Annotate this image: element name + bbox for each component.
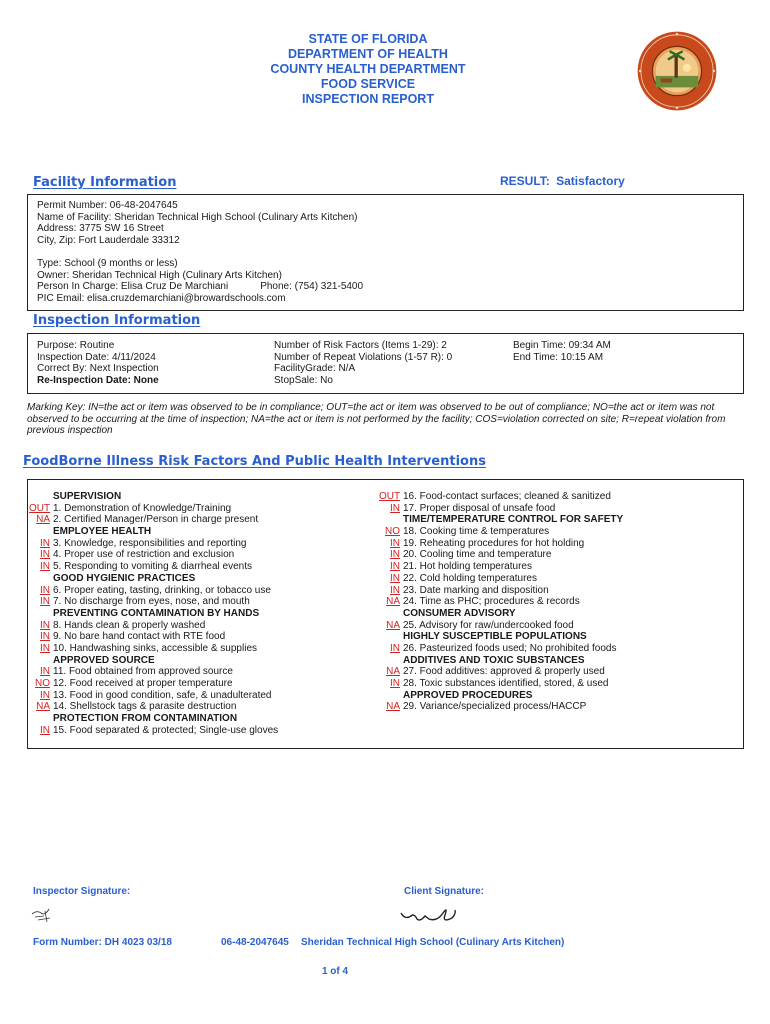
risk-factor-item	[29, 690, 278, 702]
inspection-date: Inspection Date: 4/11/2024	[37, 351, 156, 363]
risk-factor-item	[379, 585, 623, 597]
item-label: 11. Food obtained from approved source	[53, 666, 233, 678]
client-signature-label: Client Signature:	[404, 886, 485, 897]
item-label: 2. Certified Manager/Person in charge present	[53, 514, 259, 526]
compliance-status: IN	[390, 502, 400, 514]
inspector-signature-image	[30, 905, 54, 925]
category-label: HIGHLY SUSCEPTIBLE POPULATIONS	[403, 631, 587, 643]
compliance-status	[29, 608, 53, 620]
compliance-status: IN	[40, 596, 50, 608]
form-number: Form Number: DH 4023 03/18	[33, 937, 172, 948]
risk-factor-item	[379, 573, 623, 585]
compliance-status: IN	[40, 584, 50, 596]
header-line: FOOD SERVICE	[320, 77, 416, 91]
item-label: 27. Food additives: approved & properly used	[403, 666, 605, 678]
category-label: EMPLOYEE HEALTH	[53, 526, 152, 538]
category-label: SUPERVISION	[53, 491, 122, 502]
item-label: 18. Cooking time & temperatures	[403, 526, 550, 538]
category-label: TIME/TEMPERATURE CONTROL FOR SAFETY	[403, 514, 624, 526]
facility-phone: Phone: (754) 321-5400	[260, 281, 364, 293]
reinspection-date: Re-Inspection Date: None	[37, 375, 159, 387]
risk-factor-category	[29, 608, 278, 620]
facility-section-title: Facility Information	[33, 175, 177, 190]
risk-factor-item	[379, 596, 623, 608]
end-time: End Time: 10:15 AM	[513, 351, 604, 363]
compliance-status: NA	[386, 619, 400, 631]
person-in-charge: Person In Charge: Elisa Cruz De Marchiani	[37, 281, 229, 293]
inspection-info-box	[27, 333, 744, 394]
compliance-status: OUT	[29, 502, 51, 514]
facility-grade: FacilityGrade: N/A	[274, 363, 356, 375]
item-label: 28. Toxic substances identified, stored, & used	[403, 678, 609, 689]
compliance-status	[29, 526, 53, 538]
risk-factor-category	[379, 631, 623, 643]
inspector-signature-label: Inspector Signature:	[33, 886, 131, 897]
risk-factor-item	[29, 596, 278, 608]
item-label: 17. Proper disposal of unsafe food	[403, 502, 556, 514]
category-label: PROTECTION FROM CONTAMINATION	[53, 713, 238, 725]
inspection-result: RESULT: Satisfactory	[500, 174, 625, 188]
item-label: 1. Demonstration of Knowledge/Training	[53, 502, 232, 514]
compliance-status: IN	[40, 642, 50, 654]
facility-name: Name of Facility: Sheridan Technical High School (Culinary Arts Kitchen)	[37, 211, 358, 223]
header-line: STATE OF FLORIDA	[308, 32, 428, 46]
compliance-status	[29, 713, 53, 725]
person-in-charge-row	[37, 281, 734, 293]
permit-number: Permit Number: 06-48-2047645	[37, 200, 178, 211]
inspection-purpose: Purpose: Routine	[37, 340, 115, 351]
compliance-status	[379, 514, 403, 526]
risk-factor-item	[29, 643, 278, 655]
compliance-status: NA	[386, 596, 400, 608]
risk-factor-item	[379, 538, 623, 550]
item-label: 23. Date marking and disposition	[403, 584, 549, 596]
compliance-status	[29, 573, 53, 585]
risk-factor-category	[29, 573, 278, 585]
compliance-status: IN	[40, 561, 50, 573]
client-signature-image	[399, 903, 461, 925]
risk-factor-item	[379, 491, 623, 503]
compliance-status: IN	[40, 689, 50, 701]
compliance-status	[379, 631, 403, 643]
risk-factor-item	[29, 561, 278, 573]
category-label: APPROVED PROCEDURES	[403, 689, 533, 701]
item-label: 9. No bare hand contact with RTE food	[53, 631, 226, 643]
compliance-status: NO	[35, 678, 50, 689]
page-number: 1 of 4	[321, 966, 349, 977]
item-label: 4. Proper use of restriction and exclusion	[53, 549, 235, 561]
risk-factor-category	[29, 655, 278, 667]
compliance-status	[379, 608, 403, 620]
compliance-status: IN	[40, 537, 50, 549]
header-line: COUNTY HEALTH DEPARTMENT	[270, 62, 466, 76]
risk-factor-item	[379, 678, 623, 690]
risk-factor-item	[29, 725, 278, 737]
item-label: 26. Pasteurized foods used; No prohibited foods	[403, 642, 617, 654]
compliance-status: NA	[36, 701, 50, 713]
risk-factor-item	[29, 701, 278, 713]
compliance-status	[379, 690, 403, 702]
item-label: 20. Cooling time and temperature	[403, 549, 552, 561]
footer-facility-name: Sheridan Technical High School (Culinary Arts Kitchen)	[301, 937, 565, 948]
begin-time: Begin Time: 09:34 AM	[513, 340, 611, 351]
compliance-status	[29, 655, 53, 667]
item-label: 14. Shellstock tags & parasite destruction	[53, 701, 237, 713]
risk-factor-category	[29, 713, 278, 725]
compliance-status: NA	[386, 701, 400, 713]
item-label: 21. Hot holding temperatures	[403, 561, 532, 573]
compliance-status: IN	[40, 724, 50, 736]
risk-factors-section-title: FoodBorne Illness Risk Factors And Public Health Interventions	[23, 454, 486, 469]
compliance-status: NA	[386, 666, 400, 678]
pic-email: PIC Email: elisa.cruzdemarchiani@browardschools.com	[37, 292, 286, 304]
risk-factor-category	[29, 491, 278, 503]
category-label: GOOD HYGIENIC PRACTICES	[53, 572, 196, 584]
risk-factor-category	[379, 608, 623, 620]
item-label: 7. No discharge from eyes, nose, and mouth	[53, 596, 250, 608]
risk-factor-count: Number of Risk Factors (Items 1-29): 2	[274, 340, 447, 351]
risk-factors-right-column	[379, 491, 623, 713]
risk-factor-item	[29, 620, 278, 632]
category-label: CONSUMER ADVISORY	[403, 607, 516, 619]
risk-factor-item	[29, 538, 278, 550]
risk-factor-item	[379, 503, 623, 515]
compliance-status: IN	[390, 642, 400, 654]
item-label: 3. Knowledge, responsibilities and reporting	[53, 537, 247, 549]
compliance-status	[379, 655, 403, 667]
repeat-violation-count: Number of Repeat Violations (1-57 R): 0	[274, 351, 453, 363]
compliance-status: NO	[385, 526, 400, 538]
risk-factor-item	[379, 620, 623, 632]
risk-factor-item	[379, 561, 623, 573]
item-label: 16. Food-contact surfaces; cleaned & sanitized	[403, 491, 611, 502]
report-header	[0, 32, 736, 107]
header-line: DEPARTMENT OF HEALTH	[288, 47, 448, 61]
compliance-status: IN	[40, 631, 50, 643]
risk-factor-item	[29, 549, 278, 561]
facility-info-box	[27, 194, 744, 311]
risk-factor-item	[29, 585, 278, 597]
risk-factor-item	[379, 526, 623, 538]
risk-factor-item	[29, 631, 278, 643]
compliance-status: IN	[390, 537, 400, 549]
compliance-status: IN	[390, 549, 400, 561]
compliance-status: IN	[40, 666, 50, 678]
item-label: 12. Food received at proper temperature	[53, 678, 233, 689]
compliance-status: IN	[40, 549, 50, 561]
item-label: 29. Variance/specialized process/HACCP	[403, 701, 587, 713]
compliance-status	[29, 491, 53, 503]
risk-factor-item	[379, 549, 623, 561]
risk-factor-item	[29, 503, 278, 515]
compliance-status: NA	[36, 514, 50, 526]
correct-by: Correct By: Next Inspection	[37, 363, 159, 375]
item-label: 13. Food in good condition, safe, & unadulterated	[53, 689, 272, 701]
category-label: ADDITIVES AND TOXIC SUBSTANCES	[403, 654, 585, 666]
compliance-status: IN	[390, 572, 400, 584]
category-label: APPROVED SOURCE	[53, 654, 155, 666]
marking-key: Marking Key: IN=the act or item was observed to be in compliance; OUT=the act or item was observed to be out of compliance; NO=the act or item was not observed to be occurring at the time of inspection; NA=the act or item is not performed by the facility; COS=violation corrected on site; R=repeat violation from previous inspection	[27, 402, 726, 437]
risk-factor-category	[379, 514, 623, 526]
item-label: 10. Handwashing sinks, accessible & supplies	[53, 642, 257, 654]
compliance-status: IN	[390, 561, 400, 573]
compliance-status: IN	[40, 619, 50, 631]
stop-sale: StopSale: No	[274, 375, 333, 387]
risk-factors-box	[27, 479, 744, 749]
compliance-status: IN	[390, 584, 400, 596]
inspection-section-title: Inspection Information	[33, 313, 201, 328]
header-line: INSPECTION REPORT	[302, 92, 434, 106]
footer-permit-number: 06-48-2047645	[221, 937, 289, 948]
item-label: 25. Advisory for raw/undercooked food	[403, 619, 574, 631]
item-label: 15. Food separated & protected; Single-use gloves	[53, 724, 279, 736]
category-label: PREVENTING CONTAMINATION BY HANDS	[53, 607, 260, 619]
item-label: 6. Proper eating, tasting, drinking, or tobacco use	[53, 584, 271, 596]
risk-factor-category	[29, 526, 278, 538]
risk-factor-item	[379, 643, 623, 655]
facility-city-zip: City, Zip: Fort Lauderdale 33312	[37, 235, 180, 247]
risk-factor-item	[379, 701, 623, 713]
risk-factor-item	[29, 514, 278, 526]
item-label: 22. Cold holding temperatures	[403, 572, 537, 584]
risk-factors-left-column	[29, 491, 278, 736]
risk-factor-category	[379, 690, 623, 702]
item-label: 19. Reheating procedures for hot holding	[403, 537, 585, 549]
florida-seal-icon	[636, 30, 718, 112]
risk-factor-category	[379, 655, 623, 667]
risk-factor-item	[29, 678, 278, 690]
compliance-status: OUT	[379, 491, 401, 502]
item-label: 24. Time as PHC; procedures & records	[403, 596, 580, 608]
item-label: 8. Hands clean & properly washed	[53, 619, 206, 631]
item-label: 5. Responding to vomiting & diarrheal events	[53, 561, 253, 573]
compliance-status: IN	[390, 678, 400, 689]
risk-factor-item	[29, 666, 278, 678]
facility-address: Address: 3775 SW 16 Street	[37, 223, 164, 235]
facility-type: Type: School (9 months or less)	[37, 257, 178, 269]
facility-owner: Owner: Sheridan Technical High (Culinary Arts Kitchen)	[37, 269, 282, 281]
risk-factor-item	[379, 666, 623, 678]
